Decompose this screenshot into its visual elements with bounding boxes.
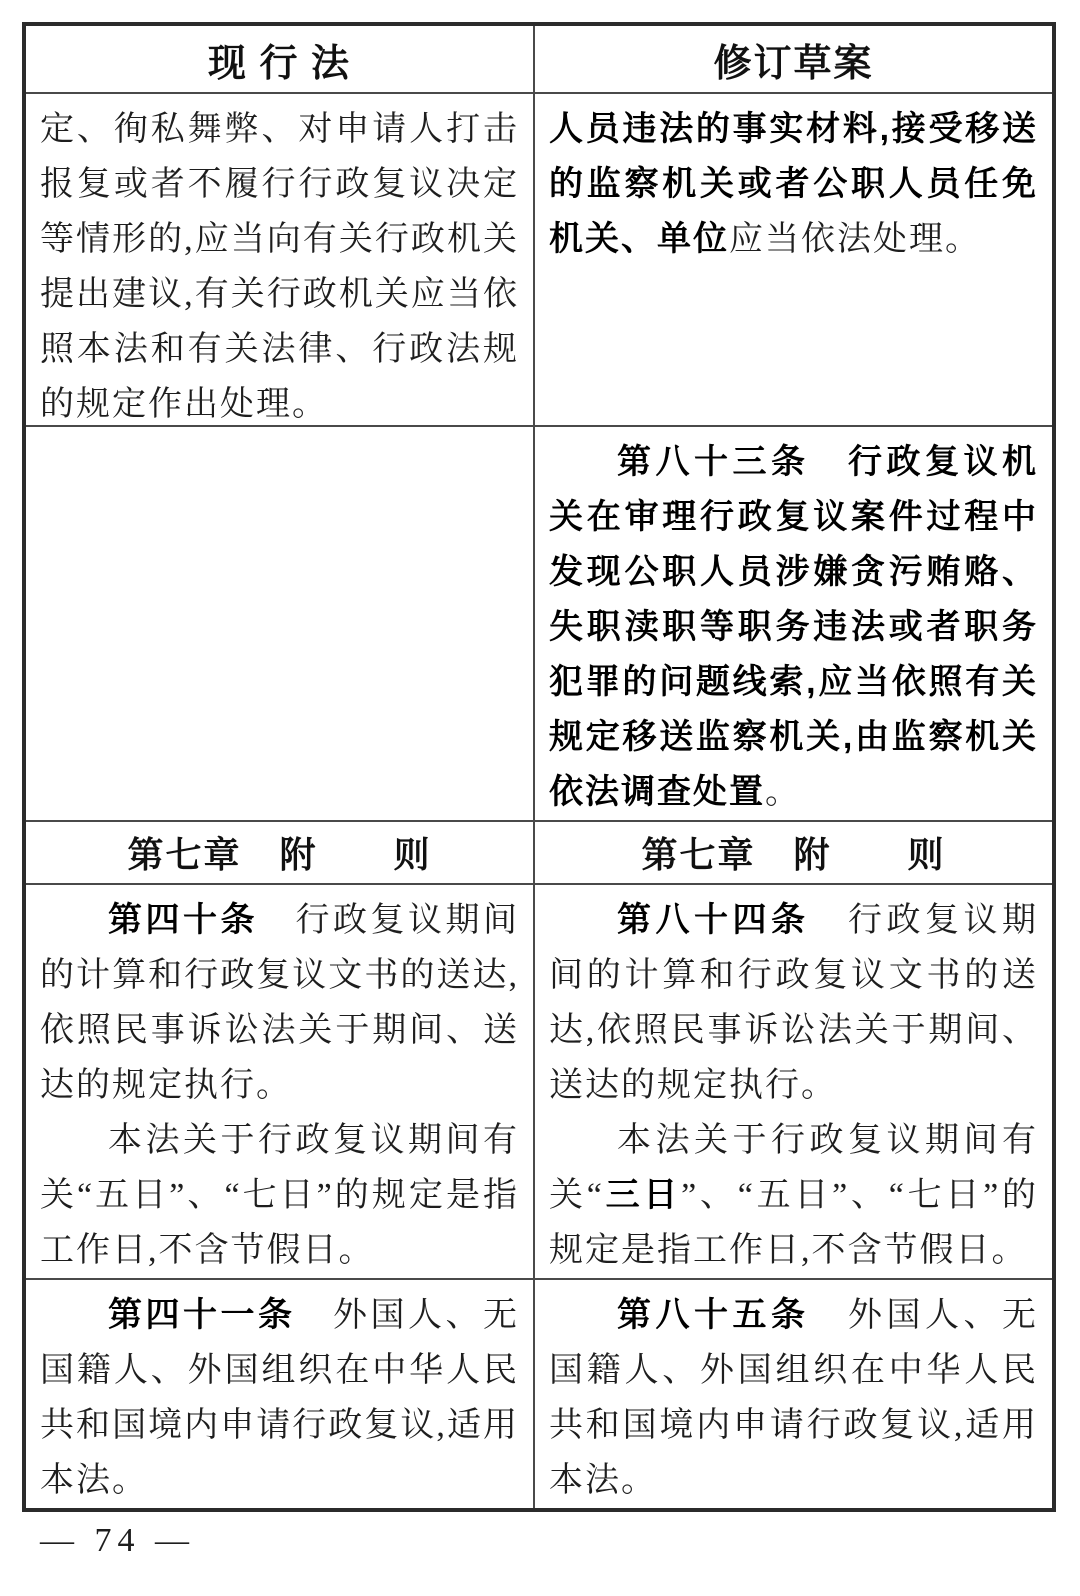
chapter-heading-revised-draft xyxy=(535,822,1052,885)
revised-draft-cell-article-84 xyxy=(535,885,1052,1280)
page-number: — 74 — xyxy=(40,1522,195,1559)
column-header-revised-draft xyxy=(535,26,1052,94)
revised-draft-cell-article-83 xyxy=(535,427,1052,822)
paragraph: 人员违法的事实材料,接受移送的监察机关或者公职人员任免机关、单位应当依法处理。 xyxy=(549,110,1038,258)
chapter-heading-label: 第七章 附 则 xyxy=(127,835,432,875)
chapter-heading-current-law xyxy=(26,822,535,885)
current-law-cell-empty xyxy=(26,427,535,822)
chapter-heading-label: 第七章 附 则 xyxy=(641,835,946,875)
paragraph: 第四十一条 外国人、无国籍人、外国组织在中华人民共和国境内申请行政复议,适用本法。 xyxy=(40,1296,519,1499)
paragraph: 本法关于行政复议期间有关“三日”、“五日”、“七日”的规定是指工作日,不含节假日。 xyxy=(549,1122,1038,1269)
current-law-cell-article-40 xyxy=(26,885,535,1280)
column-header-revised-draft-label: 修订草案 xyxy=(713,42,874,85)
paragraph: 第八十四条 行政复议期间的计算和行政复议文书的送达,依照民事诉讼法关于期间、送达的规定执行。 xyxy=(549,901,1038,1104)
paragraph: 本法关于行政复议期间有关“五日”、“七日”的规定是指工作日,不含节假日。 xyxy=(40,1122,519,1269)
column-header-current-law-label: 现 行 法 xyxy=(207,42,351,85)
revised-draft-cell-continuation xyxy=(535,94,1052,427)
paragraph: 第四十条 行政复议期间的计算和行政复议文书的送达,依照民事诉讼法关于期间、送达的规定执行。 xyxy=(40,901,519,1104)
paragraph: 定、徇私舞弊、对申请人打击报复或者不履行行政复议决定等情形的,应当向有关行政机关提出建议,有关行政机关应当依照本法和有关法律、行政法规的规定作出处理。 xyxy=(40,111,519,423)
current-law-cell-continuation xyxy=(26,94,535,427)
current-law-cell-article-41 xyxy=(26,1280,535,1508)
law-comparison-table xyxy=(22,22,1056,1512)
paragraph: 第八十五条 外国人、无国籍人、外国组织在中华人民共和国境内申请行政复议,适用本法。 xyxy=(549,1296,1038,1499)
column-header-current-law xyxy=(26,26,535,94)
revised-draft-cell-article-85 xyxy=(535,1280,1052,1508)
paragraph: 第八十三条 行政复议机关在审理行政复议案件过程中发现公职人员涉嫌贪污贿赂、失职渎职等职务违法或者职务犯罪的问题线索,应当依照有关规定移送监察机关,由监察机关依法调查处置。 xyxy=(549,443,1038,811)
